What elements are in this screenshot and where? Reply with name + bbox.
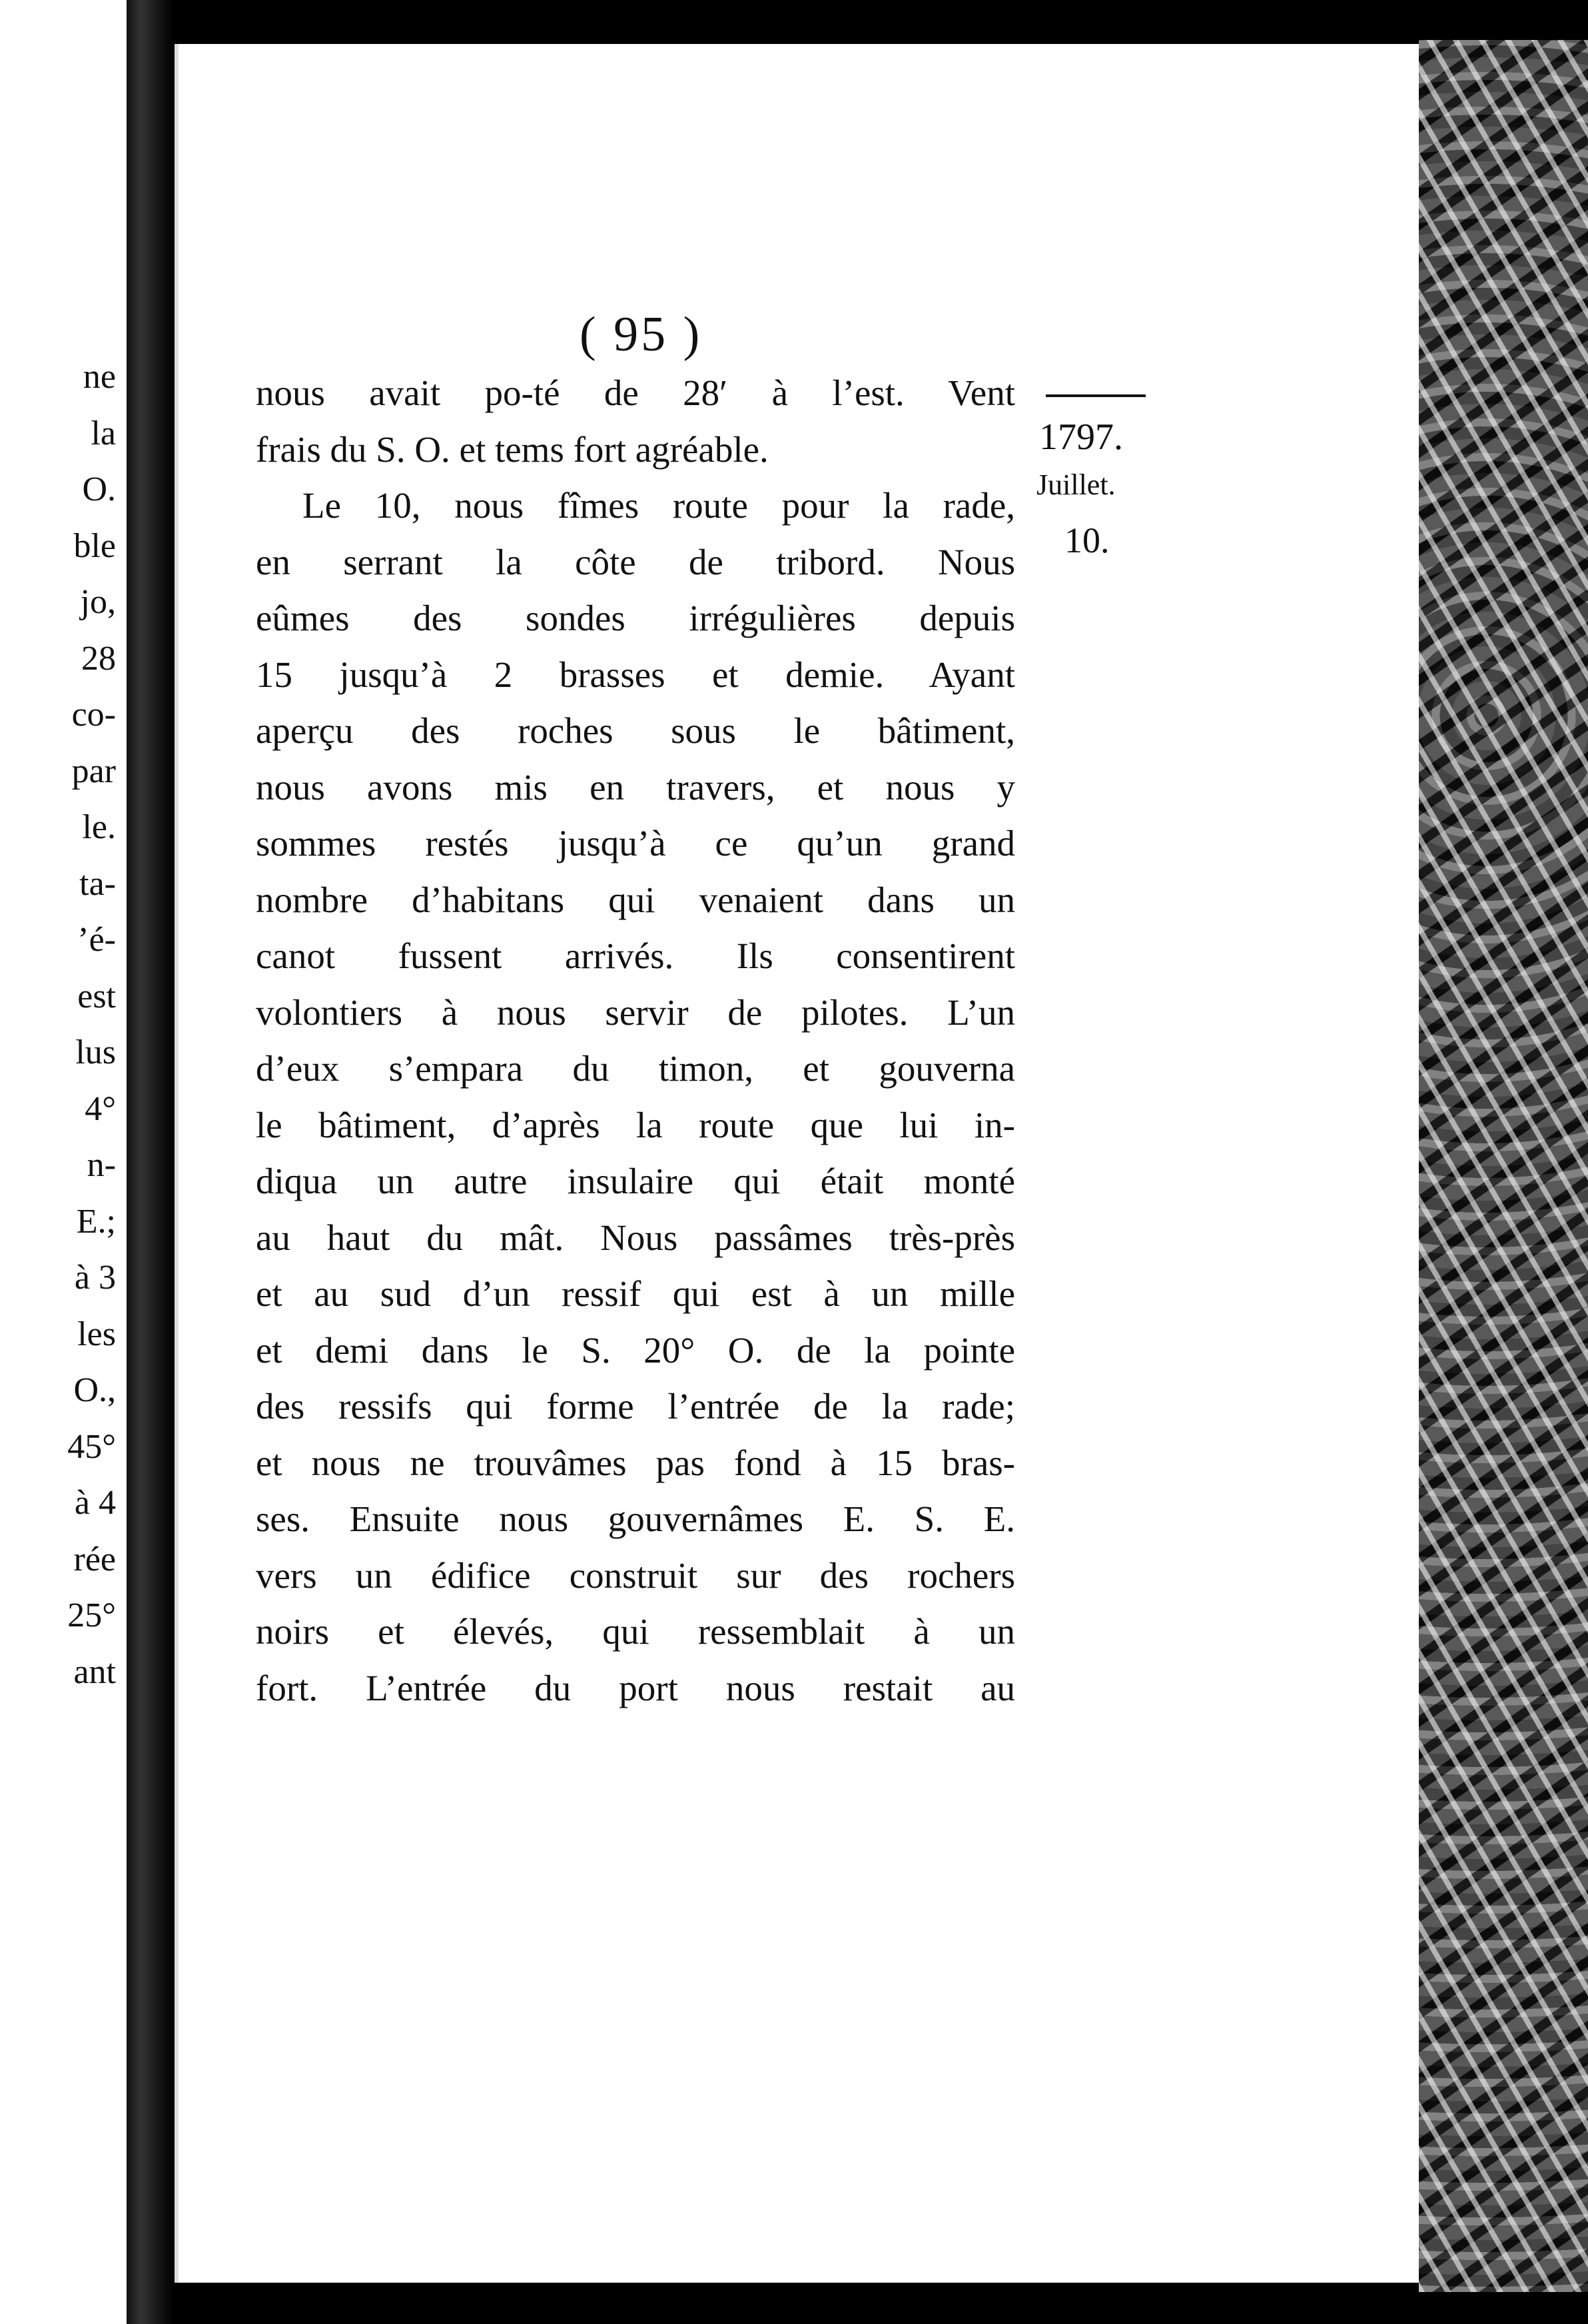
previous-page-fragment: 25° [67,1596,116,1634]
previous-page-fragment: lus [75,1033,116,1071]
previous-page-fragment: 28 [81,639,116,678]
text-line: frais du S. O. et tems fort agréable. [256,428,769,470]
previous-page-fragment: par [71,752,116,790]
text-line: vers un édifice construit sur des rochers [256,1554,1015,1596]
previous-page-fragment: jo, [80,583,116,621]
previous-page-fragment: n- [87,1146,116,1184]
text-line: le bâtiment, d’après la route que lui in- [256,1104,1015,1145]
marbled-page-edge [1419,40,1588,2292]
text-line: volontiers à nous servir de pilotes. L’un [256,991,1015,1033]
previous-page-fragment: 45° [67,1427,116,1466]
book-gutter [127,0,173,2324]
text-line: et demi dans le S. 20° O. de la pointe [256,1329,1015,1371]
text-line: sommes restés jusqu’à ce qu’un grand [256,823,1015,864]
previous-page-fragment: à 4 [74,1484,116,1522]
text-line: des ressifs qui forme l’entrée de la rade; [256,1386,1015,1427]
page-number: ( 95 ) [580,307,703,362]
text-line: eûmes des sondes irrégulières depuis [256,598,1015,638]
text-line: nous avait po-té de 28′ à l’est. Vent [256,372,1015,413]
text-line: en serrant la côte de tribord. Nous [256,541,1015,582]
text-line: fort. L’entrée du port nous restait au [256,1667,1015,1708]
margin-note-month: Juillet. [1036,468,1116,501]
previous-page-fragment: est [77,977,116,1015]
body-text [256,365,1015,1716]
previous-page-fragment: O. [82,470,116,508]
previous-page-margin [0,0,127,2324]
text-line: aperçu des roches sous le bâtiment, [256,710,1015,751]
previous-page-fragment: les [77,1315,116,1353]
text-line: d’eux s’empara du timon, et gouverna [256,1048,1015,1089]
previous-page-fragment: O., [73,1371,116,1409]
text-line: au haut du mât. Nous passâmes très-près [256,1217,1015,1258]
previous-page-fragment: ble [73,526,116,565]
previous-page-fragment: la [91,414,116,452]
margin-note-day: 10. [1064,520,1110,560]
text-line: noirs et élevés, qui ressemblait à un [256,1611,1015,1652]
previous-page-fragment: le. [82,808,116,846]
previous-page-fragment: ’é- [77,921,116,959]
text-line: 15 jusqu’à 2 brasses et demie. Ayant [256,654,1015,695]
previous-page-fragment: ant [73,1652,116,1691]
margin-rule [1046,394,1146,397]
previous-page-fragment: rée [73,1540,116,1578]
text-line: canot fussent arrivés. Ils consentirent [256,935,1015,976]
text-line: nous avons mis en travers, et nous y [256,766,1015,808]
previous-page-fragment: 4° [85,1089,116,1128]
text-line: Le 10, nous fîmes route pour la rade, [302,485,1015,526]
previous-page-fragment: à 3 [74,1259,116,1297]
margin-note-year: 1797. [1039,416,1123,458]
text-line: et nous ne trouvâmes pas fond à 15 bras- [256,1442,1015,1483]
previous-page-fragment: ta- [79,864,116,903]
previous-page-fragment: co- [71,696,116,734]
previous-page-fragment: ne [83,358,116,396]
previous-page-fragment: E.; [76,1202,116,1241]
text-line: ses. Ensuite nous gouvernâmes E. S. E. [256,1498,1015,1539]
text-line: nombre d’habitans qui venaient dans un [256,879,1015,920]
text-line: diqua un autre insulaire qui était monté [256,1161,1015,1201]
text-line: et au sud d’un ressif qui est à un mille [256,1273,1015,1314]
